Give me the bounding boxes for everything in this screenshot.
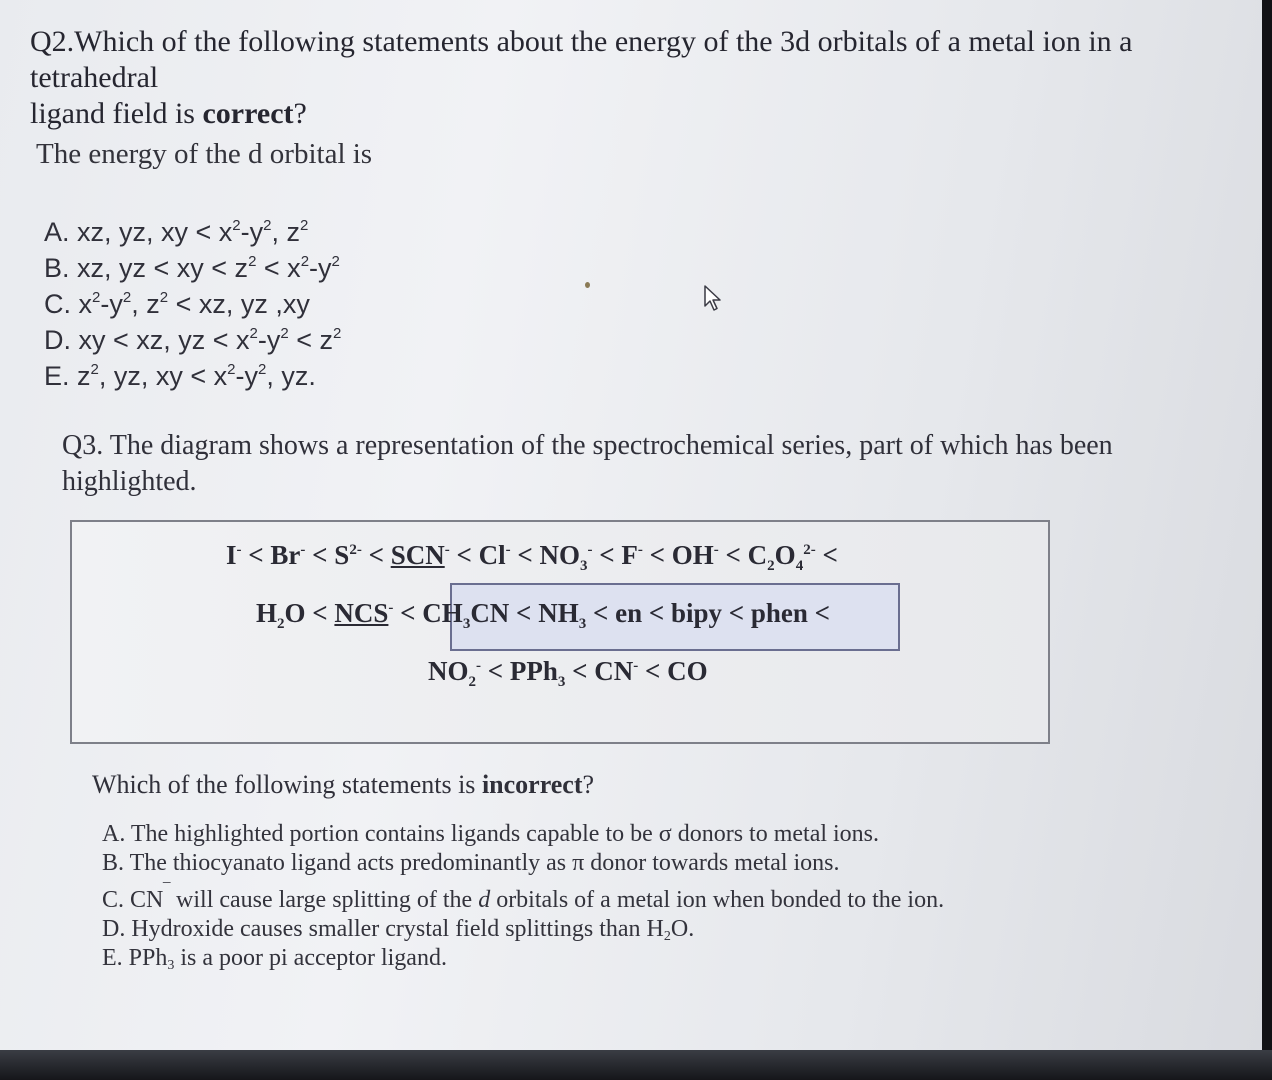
q2-question: Q2.Which of the following statements about the energy of the 3d orbitals of a metal ion in a tetrahedral ligand field is correct?	[30, 25, 1133, 130]
q3-option-e[interactable]: E. PPh$_3$ is a poor pi acceptor ligand.	[102, 945, 447, 973]
q2-option-e[interactable]: E. $z^2$, yz, xy < $x^2-y^2$, yz.	[44, 361, 316, 391]
q2-intro: The energy of the d orbital is	[36, 138, 373, 170]
q3-option-b[interactable]: B. The thiocyanato ligand acts predominantly as π donor towards metal ions.	[102, 850, 840, 876]
monitor-bezel-bottom	[0, 1050, 1272, 1080]
q3-question: Q3. The diagram shows a representation of the spectrochemical series, part of which has been highlighted.	[62, 430, 1113, 497]
monitor-bezel-right	[1262, 0, 1272, 1080]
q3-incorrect-emphasis: incorrect	[481, 770, 583, 799]
ncs-ligand: NCS	[334, 598, 389, 628]
q3-options	[102, 820, 944, 973]
q2-title-line1: Q2.Which of the following statements about the energy of the 3d orbitals of a metal ion in a tetrahedral	[30, 25, 1133, 94]
q2-option-d[interactable]: D. xy < xz, yz < $x^2-y^2 < z^2$	[44, 325, 342, 355]
q2-option-a[interactable]: A. xz, yz, xy < $x^2-y^2$, $z^2$	[44, 217, 309, 247]
q2-option-b[interactable]: B. xz, yz < xy < $z^2 < x^2-y^2$	[44, 253, 340, 283]
mouse-cursor-icon	[702, 284, 724, 312]
screen-speck	[585, 282, 590, 288]
series-line-3: $NO_2^- < PPh_3 < CN^-$ < CO	[428, 656, 708, 690]
q3-option-a[interactable]: A. The highlighted portion contains ligands capable to be σ donors to metal ions.	[102, 821, 880, 847]
q3-option-d[interactable]: D. Hydroxide causes smaller crystal field splittings than $H_2O$.	[102, 916, 695, 944]
scn-ligand: SCN	[390, 540, 445, 570]
q2-option-c[interactable]: C. $x^2-y^2$, $z^2$ < xz, yz ,xy	[44, 289, 310, 319]
series-line-2: $H_2O < NCS^- < CH_3CN < NH_3$ < en < bipy < phen <	[256, 598, 831, 632]
q2-options	[44, 214, 341, 394]
series-line-1: $I^- < Br^- < S^{2-} < SCN^- < Cl^- < NO_3^- < F^- < OH^- < C_2O_4^{2-}$ <	[226, 540, 838, 574]
q3-option-c[interactable]: C. CN‾ will cause large splitting of the d orbitals of a metal ion when bonded to the ion.	[102, 881, 945, 913]
q2-correct-emphasis: correct	[202, 97, 294, 130]
q3-prompt: Which of the following statements is incorrect?	[92, 770, 595, 799]
